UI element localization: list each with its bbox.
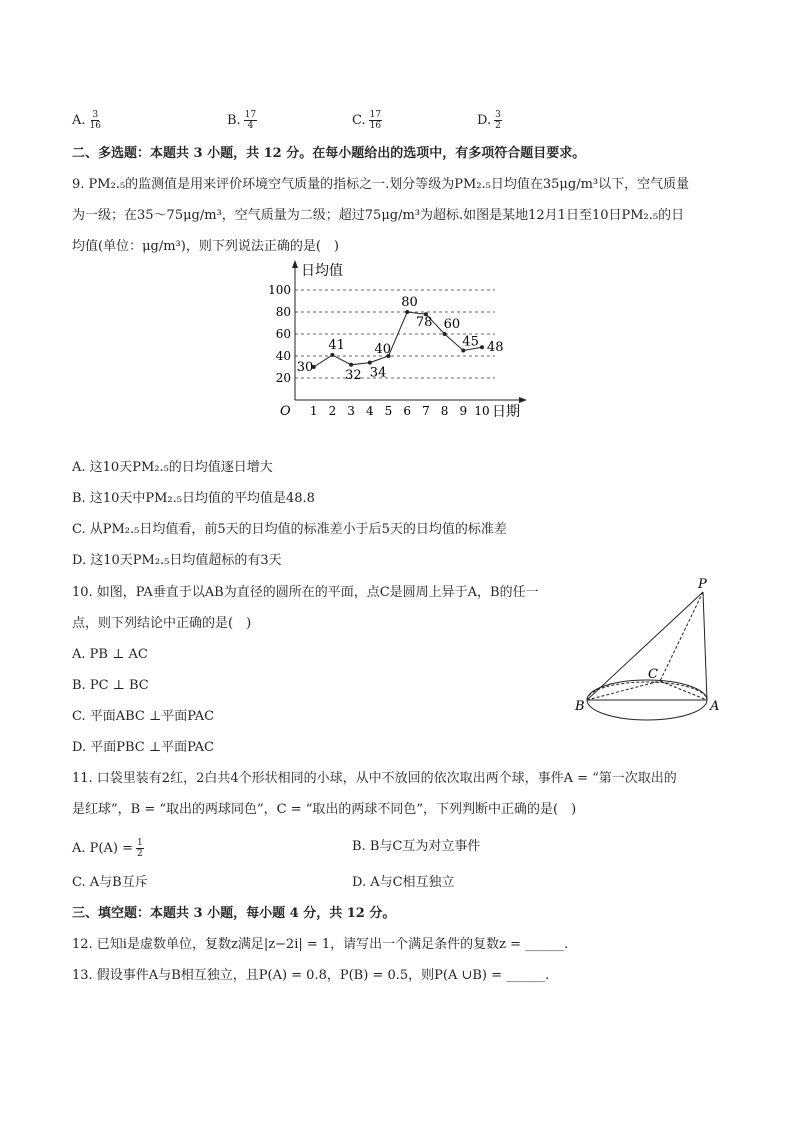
x-tick-label: 5 xyxy=(384,404,393,418)
q12-text: 12. 已知i是虚数单位，复数z满足|z−2i| = 1，请写出一个满足条件的复数z = ______. xyxy=(72,937,569,952)
q9-text-line1: 9. PM₂.₅的监测值是用来评价环境空气质量的指标之一.划分等级为PM₂.₅日均值在35μg/m³以下，空气质量 xyxy=(72,177,690,192)
q9-option-c: C. 从PM₂.₅日均值看，前5天的日均值的标准差小于后5天的日均值的标准差 xyxy=(72,522,507,537)
data-label: 41 xyxy=(328,337,345,353)
q10-text-line2: 点，则下列结论中正确的是( ) xyxy=(72,616,252,631)
y-tick-label: 60 xyxy=(275,327,291,341)
fraction: $\frac{3}{16}$ xyxy=(89,110,101,131)
label-C: C xyxy=(648,667,658,682)
y-tick-label: 20 xyxy=(275,371,291,385)
q10-option-d: D. 平面PBC ⊥平面PAC xyxy=(72,740,214,755)
q8-option-b xyxy=(227,110,257,131)
q10-option-a: A. PB ⊥ AC xyxy=(72,647,148,662)
y-axis-label: 日均值 xyxy=(301,263,343,279)
option-letter: B. xyxy=(227,113,241,128)
y-axis-arrow xyxy=(292,260,298,268)
x-tick-label: 9 xyxy=(459,404,468,418)
data-label: 80 xyxy=(401,295,418,310)
y-tick-label: 40 xyxy=(275,349,291,363)
data-point xyxy=(480,345,484,349)
q11-option-b: B. B与C互为对立事件 xyxy=(352,839,481,854)
fraction: $\frac{3}{2}$ xyxy=(495,110,501,131)
y-tick-label: 100 xyxy=(268,283,291,297)
data-point xyxy=(405,310,409,314)
q8-option-d xyxy=(477,110,502,131)
origin-label: O xyxy=(280,404,291,419)
option-letter: D. xyxy=(477,113,492,128)
q11-option-d: D. A与C相互独立 xyxy=(352,875,455,890)
fraction: $\frac{1}{2}$ xyxy=(136,838,143,859)
x-tick-label: 3 xyxy=(347,404,355,418)
data-point xyxy=(349,363,353,367)
x-tick-label: 4 xyxy=(365,404,374,418)
x-tick-label: 10 xyxy=(474,404,490,418)
data-label: 48 xyxy=(487,340,504,356)
data-point xyxy=(443,332,447,336)
data-point xyxy=(368,361,372,365)
chart-series xyxy=(297,295,504,383)
q10-text-line1: 10. 如图，PA垂直于以AB为直径的圆所在的平面，点C是圆周上异于A，B的任一 xyxy=(72,585,539,600)
edge-PB xyxy=(587,592,703,700)
x-tick-label: 7 xyxy=(422,404,430,418)
q11-option-c: C. A与B互斥 xyxy=(72,875,148,890)
q11-option-a: A. P(A) = $\frac{1}{2}$ xyxy=(72,838,143,859)
x-axis-arrow xyxy=(519,397,527,403)
option-letter: C. xyxy=(352,113,366,128)
section2-heading: 二、多选题：本题共 3 小题，共 12 分。在每小题给出的选项中，有多项符合题目要求。 xyxy=(72,146,586,161)
fraction: $\frac{17}{4}$ xyxy=(244,110,257,131)
q8-option-c xyxy=(352,110,382,131)
q9-option-b: B. 这10天中PM₂.₅日均值的平均值是48.8 xyxy=(72,491,315,506)
data-label: 34 xyxy=(369,365,387,381)
q9-option-a: A. 这10天PM₂.₅的日均值逐日增大 xyxy=(72,460,273,475)
label-P: P xyxy=(698,578,707,592)
fraction: $\frac{17}{16}$ xyxy=(369,110,382,131)
option-letter: A. xyxy=(72,113,86,128)
q9-text-line3: 均值(单位：μg/m³)，则下列说法正确的是( ) xyxy=(72,239,339,254)
x-tick-label: 2 xyxy=(328,404,337,418)
y-tick-label: 80 xyxy=(275,305,291,319)
line-chart xyxy=(258,258,538,428)
geometry-figure xyxy=(570,578,730,728)
q9-text-line2: 为一级；在35～75μg/m³，空气质量为二级；超过75μg/m³为超标.如图是某地12月1日至10日PM₂.₅的日 xyxy=(72,208,685,223)
edge-PC xyxy=(660,592,703,681)
data-label: 78 xyxy=(415,315,433,331)
data-label: 40 xyxy=(374,342,392,357)
q11-text-line2: 是红球”，B = “取出的两球同色”，C = “取出的两球不同色”，下列判断中正确的是( ) xyxy=(72,802,577,817)
data-label: 45 xyxy=(462,334,479,350)
data-label: 30 xyxy=(296,360,314,375)
x-tick-label: 6 xyxy=(403,404,412,418)
label-A: A xyxy=(710,699,720,714)
q10-option-c: C. 平面ABC ⊥平面PAC xyxy=(72,709,215,724)
x-axis-label: 日期 xyxy=(492,404,520,420)
section3-heading: 三、填空题：本题共 3 小题，每小题 4 分，共 12 分。 xyxy=(72,906,396,921)
label-B: B xyxy=(575,699,585,714)
q10-option-b: B. PC ⊥ BC xyxy=(72,678,149,693)
data-label: 32 xyxy=(345,367,362,383)
data-label: 60 xyxy=(443,317,461,332)
x-tick-label: 8 xyxy=(440,404,449,418)
q8-option-a xyxy=(72,110,102,131)
data-point xyxy=(330,353,334,357)
q9-option-d: D. 这10天PM₂.₅日均值超标的有3天 xyxy=(72,553,282,568)
x-tick-label: 1 xyxy=(309,404,318,418)
q13-text: 13. 假设事件A与B相互独立，且P(A) = 0.8，P(B) = 0.5，则P(A ∪B) = ______. xyxy=(72,968,550,983)
q11-text-line1: 11. 口袋里装有2红，2白共4个形状相同的小球，从中不放回的依次取出两个球，事件A = “第一次取出的 xyxy=(72,771,677,786)
edge-PA xyxy=(703,592,707,700)
